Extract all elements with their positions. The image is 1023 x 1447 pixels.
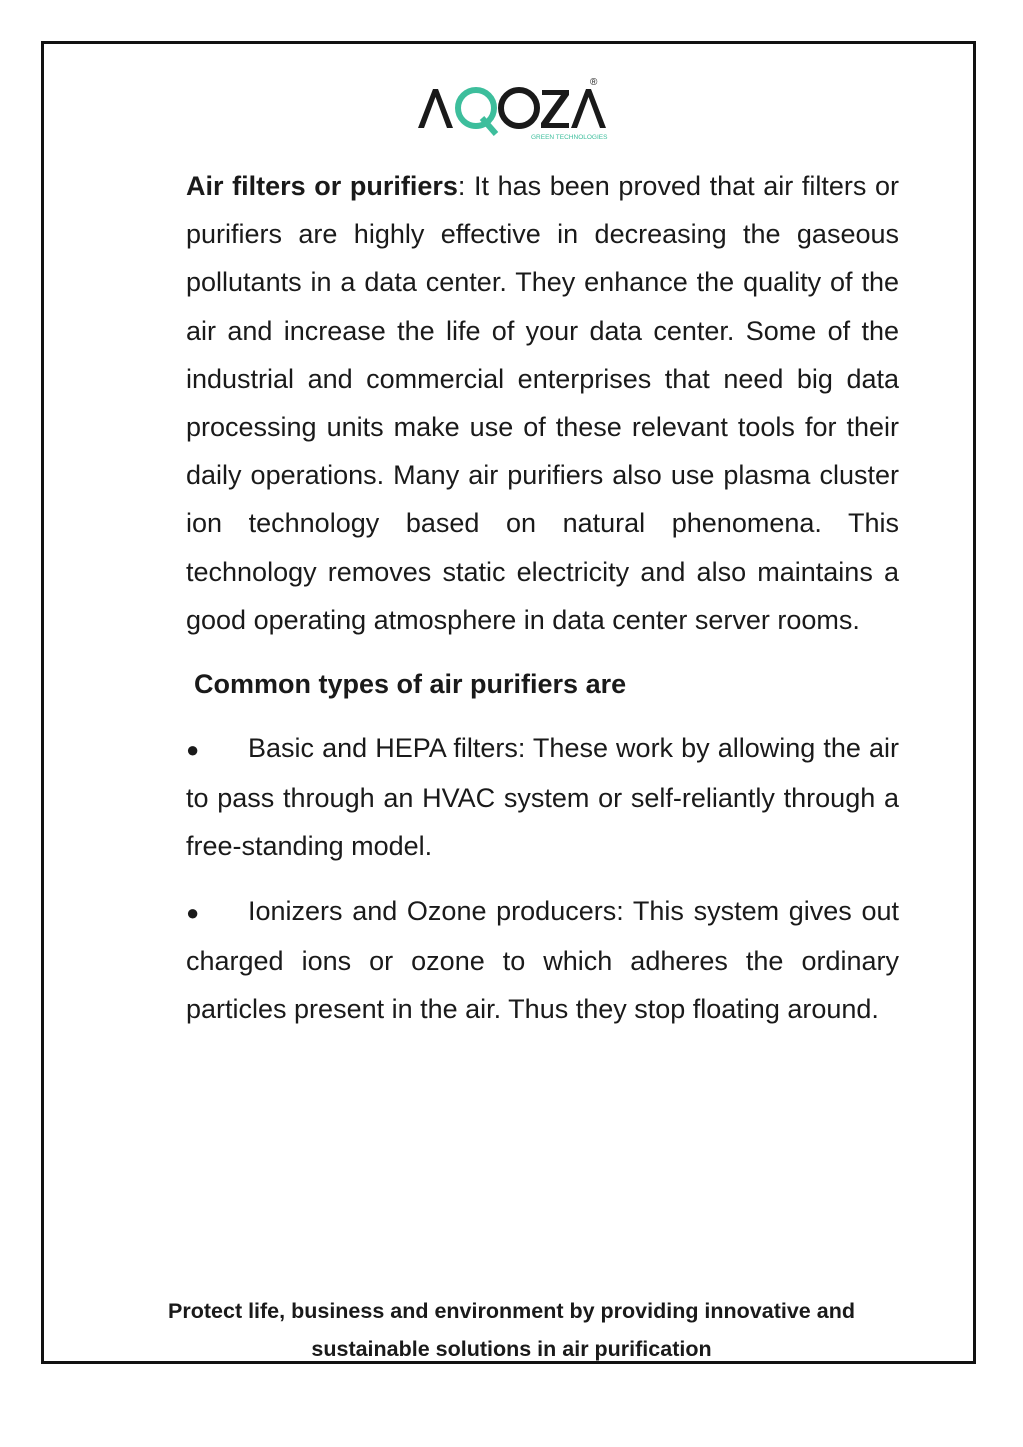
list-item bbox=[186, 724, 899, 871]
bullet-icon: ● bbox=[186, 899, 200, 925]
footer-tagline bbox=[80, 1292, 943, 1368]
intro-text: : It has been proved that air filters or purifiers are highly effective in decreasing the gaseous pollutants in a data center. They enhance the quality of the air and increase the life of your data center. Some of the industrial and commercial enterprises that need big data processing units make use of these relevant tools for their daily operations. Many air purifiers also use plasma cluster ion technology based on natural phenomena. This technology removes static electricity and also maintains a good operating atmosphere in data center server rooms. bbox=[186, 171, 899, 635]
bullet-text: Ionizers and Ozone producers: This system gives out charged ions or ozone to which adheres the ordinary particles present in the air. Thus they stop floating around. bbox=[186, 895, 899, 1025]
registered-mark: ® bbox=[590, 77, 598, 88]
intro-paragraph bbox=[186, 162, 899, 644]
bullet-text: Basic and HEPA filters: These work by allowing the air to pass through an HVAC system or self-reliantly through a free-standing model. bbox=[186, 733, 899, 862]
aqoza-logo bbox=[416, 77, 611, 142]
intro-term: Air filters or purifiers bbox=[186, 171, 458, 201]
main-content bbox=[186, 162, 899, 1033]
logo-tagline: GREEN TECHNOLOGIES bbox=[531, 134, 608, 141]
footer-line-1: Protect life, business and environment by providing innovative and bbox=[168, 1299, 855, 1323]
section-heading: Common types of air purifiers are bbox=[194, 669, 627, 700]
bullet-icon: ● bbox=[186, 737, 200, 763]
footer-line-2: sustainable solutions in air purification bbox=[311, 1337, 712, 1361]
list-item bbox=[186, 887, 899, 1034]
